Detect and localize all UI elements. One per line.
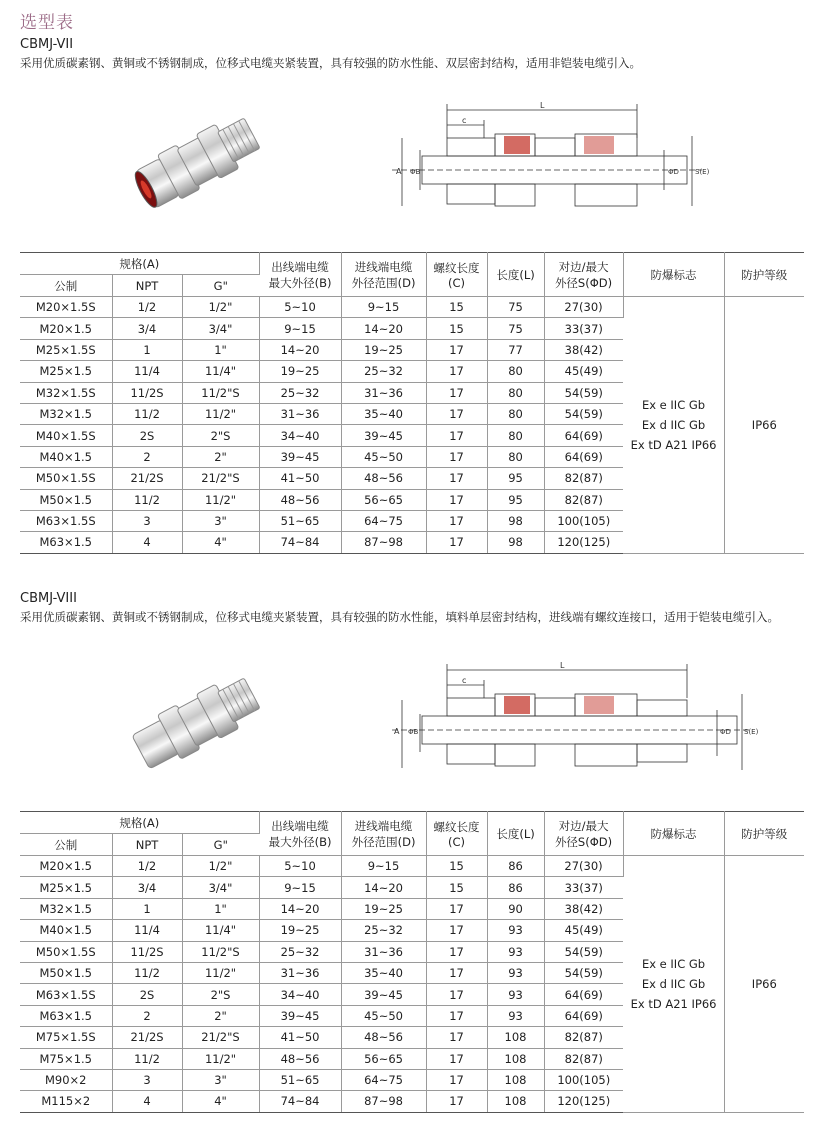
header-ex-mark: 防爆标志 xyxy=(623,253,724,297)
cell-thread-length: 17 xyxy=(426,339,487,360)
cell-in-diameter: 14~20 xyxy=(341,877,426,898)
cell-thread-length: 15 xyxy=(426,856,487,877)
cell-in-diameter: 45~50 xyxy=(341,1005,426,1026)
cell-npt: 11/2 xyxy=(112,489,182,510)
cell-metric: M40×1.5 xyxy=(20,920,112,941)
cell-g: 4" xyxy=(182,1091,259,1112)
cell-across-flats: 54(59) xyxy=(544,382,623,403)
cell-g: 3/4" xyxy=(182,318,259,339)
cell-npt: 11/4 xyxy=(112,361,182,382)
cell-across-flats: 120(125) xyxy=(544,1091,623,1112)
cell-ex-mark xyxy=(623,856,724,1113)
cell-length: 93 xyxy=(487,941,544,962)
cell-thread-length: 17 xyxy=(426,532,487,553)
table-row xyxy=(20,856,804,877)
header-in-diameter: 进线端电缆 外径范围(D) xyxy=(341,812,426,856)
cell-thread-length: 17 xyxy=(426,1005,487,1026)
spec-table-2 xyxy=(20,811,804,1113)
cell-thread-length: 17 xyxy=(426,1069,487,1090)
cell-npt: 3 xyxy=(112,510,182,531)
cell-in-diameter: 56~65 xyxy=(341,1048,426,1069)
header-g: G" xyxy=(182,275,259,297)
cell-npt: 11/2S xyxy=(112,382,182,403)
dim-label-L: L xyxy=(540,101,545,110)
cell-out-diameter: 25~32 xyxy=(259,941,341,962)
cell-metric: M63×1.5S xyxy=(20,984,112,1005)
cell-in-diameter: 48~56 xyxy=(341,468,426,489)
cell-across-flats: 100(105) xyxy=(544,1069,623,1090)
cell-length: 80 xyxy=(487,403,544,424)
description-1: 采用优质碳素钢、黄铜或不锈钢制成，位移式电缆夹紧装置，具有较强的防水性能、双层密封结构，适用非铠装电缆引入。 xyxy=(20,56,641,70)
cell-metric: M20×1.5S xyxy=(20,297,112,318)
cell-g: 1/2" xyxy=(182,297,259,318)
cell-npt: 1 xyxy=(112,339,182,360)
cell-npt: 2 xyxy=(112,1005,182,1026)
cell-thread-length: 17 xyxy=(426,382,487,403)
cell-metric: M50×1.5S xyxy=(20,941,112,962)
cell-ip-grade: IP66 xyxy=(724,856,804,1113)
cell-metric: M40×1.5S xyxy=(20,425,112,446)
cell-in-diameter: 39~45 xyxy=(341,425,426,446)
cell-length: 93 xyxy=(487,984,544,1005)
cell-across-flats: 64(69) xyxy=(544,446,623,467)
cell-in-diameter: 9~15 xyxy=(341,297,426,318)
cell-across-flats: 27(30) xyxy=(544,297,623,318)
header-out-diameter: 出线端电缆 最大外径(B) xyxy=(259,253,341,297)
cell-out-diameter: 74~84 xyxy=(259,532,341,553)
cell-in-diameter: 64~75 xyxy=(341,510,426,531)
dim-label-A: A xyxy=(396,167,402,176)
header-across-flats: 对边/最大 外径S(ΦD) xyxy=(544,253,623,297)
cell-metric: M50×1.5S xyxy=(20,468,112,489)
model-name-2: CBMJ-VIII xyxy=(20,591,77,606)
cell-metric: M20×1.5 xyxy=(20,318,112,339)
cell-length: 93 xyxy=(487,962,544,983)
description-2: 采用优质碳素钢、黄铜或不锈钢制成，位移式电缆夹紧装置，具有较强的防水性能，填料单层密封结构，进线端有螺纹连接口，适用于铠装电缆引入。 xyxy=(20,610,779,624)
dim-label-phiB-2: ΦB xyxy=(408,728,419,736)
cell-out-diameter: 5~10 xyxy=(259,297,341,318)
cell-in-diameter: 31~36 xyxy=(341,941,426,962)
cell-metric: M32×1.5S xyxy=(20,382,112,403)
cell-across-flats: 45(49) xyxy=(544,920,623,941)
ex-mark-line: Ex d IIC Gb xyxy=(641,417,706,432)
cell-length: 95 xyxy=(487,489,544,510)
cell-thread-length: 17 xyxy=(426,920,487,941)
cell-out-diameter: 5~10 xyxy=(259,856,341,877)
dim-label-phiD: ΦD xyxy=(668,168,679,176)
cell-out-diameter: 31~36 xyxy=(259,403,341,424)
model-name-1: CBMJ-VII xyxy=(20,37,74,52)
cell-length: 75 xyxy=(487,297,544,318)
cell-length: 98 xyxy=(487,510,544,531)
cell-g: 11/2" xyxy=(182,1048,259,1069)
cell-metric: M75×1.5S xyxy=(20,1027,112,1048)
ex-mark-line: Ex e IIC Gb xyxy=(641,956,706,971)
cell-in-diameter: 48~56 xyxy=(341,1027,426,1048)
cell-npt: 21/2S xyxy=(112,468,182,489)
cell-in-diameter: 45~50 xyxy=(341,446,426,467)
cell-in-diameter: 25~32 xyxy=(341,361,426,382)
cell-metric: M32×1.5 xyxy=(20,898,112,919)
cell-in-diameter: 64~75 xyxy=(341,1069,426,1090)
cell-thread-length: 17 xyxy=(426,1091,487,1112)
cell-length: 75 xyxy=(487,318,544,339)
header-across-flats: 对边/最大 外径S(ΦD) xyxy=(544,812,623,856)
product-photo-2 xyxy=(128,658,278,778)
cell-g: 1/2" xyxy=(182,856,259,877)
header-length: 长度(L) xyxy=(487,812,544,856)
cell-g: 1" xyxy=(182,339,259,360)
cell-across-flats: 82(87) xyxy=(544,489,623,510)
cell-in-diameter: 9~15 xyxy=(341,856,426,877)
cell-npt: 11/2 xyxy=(112,1048,182,1069)
cell-across-flats: 54(59) xyxy=(544,941,623,962)
dim-label-phiD-2: ΦD xyxy=(720,728,731,736)
cell-out-diameter: 34~40 xyxy=(259,425,341,446)
cell-out-diameter: 14~20 xyxy=(259,339,341,360)
cell-metric: M20×1.5 xyxy=(20,856,112,877)
cell-g: 3/4" xyxy=(182,877,259,898)
header-ip-grade: 防护等级 xyxy=(724,812,804,856)
cell-across-flats: 33(37) xyxy=(544,877,623,898)
cell-out-diameter: 14~20 xyxy=(259,898,341,919)
cell-in-diameter: 87~98 xyxy=(341,1091,426,1112)
cell-thread-length: 17 xyxy=(426,468,487,489)
cell-g: 11/2"S xyxy=(182,941,259,962)
cell-in-diameter: 31~36 xyxy=(341,382,426,403)
cell-thread-length: 17 xyxy=(426,425,487,446)
header-out-diameter: 出线端电缆 最大外径(B) xyxy=(259,812,341,856)
cell-metric: M25×1.5S xyxy=(20,339,112,360)
cell-g: 1" xyxy=(182,898,259,919)
cell-npt: 11/2 xyxy=(112,403,182,424)
cell-metric: M90×2 xyxy=(20,1069,112,1090)
dim-label-c: c xyxy=(462,116,467,125)
cell-npt: 21/2S xyxy=(112,1027,182,1048)
cell-across-flats: 64(69) xyxy=(544,1005,623,1026)
cell-out-diameter: 51~65 xyxy=(259,510,341,531)
cell-in-diameter: 87~98 xyxy=(341,532,426,553)
cell-in-diameter: 25~32 xyxy=(341,920,426,941)
cell-npt: 3/4 xyxy=(112,877,182,898)
cell-npt: 11/2S xyxy=(112,941,182,962)
cell-length: 98 xyxy=(487,532,544,553)
cell-across-flats: 82(87) xyxy=(544,1027,623,1048)
cell-npt: 3/4 xyxy=(112,318,182,339)
ex-mark-line: Ex tD A21 IP66 xyxy=(630,996,717,1011)
cell-g: 3" xyxy=(182,1069,259,1090)
cell-npt: 3 xyxy=(112,1069,182,1090)
page-title: 选型表 xyxy=(20,13,74,33)
cell-metric: M40×1.5 xyxy=(20,446,112,467)
technical-drawing-2 xyxy=(392,660,762,780)
cell-thread-length: 17 xyxy=(426,898,487,919)
cell-metric: M50×1.5 xyxy=(20,962,112,983)
cell-thread-length: 17 xyxy=(426,941,487,962)
technical-drawing-1 xyxy=(392,98,712,218)
ex-mark-line: Ex tD A21 IP66 xyxy=(630,437,717,452)
cell-across-flats: 27(30) xyxy=(544,856,623,877)
header-thread-length: 螺纹长度 (C) xyxy=(426,812,487,856)
cell-out-diameter: 19~25 xyxy=(259,361,341,382)
cell-in-diameter: 19~25 xyxy=(341,339,426,360)
cell-length: 108 xyxy=(487,1048,544,1069)
header-npt: NPT xyxy=(112,275,182,297)
cell-in-diameter: 14~20 xyxy=(341,318,426,339)
cell-across-flats: 45(49) xyxy=(544,361,623,382)
cell-thread-length: 15 xyxy=(426,877,487,898)
cell-length: 86 xyxy=(487,856,544,877)
cell-g: 2"S xyxy=(182,984,259,1005)
cell-npt: 1 xyxy=(112,898,182,919)
cell-g: 2"S xyxy=(182,425,259,446)
cell-out-diameter: 39~45 xyxy=(259,446,341,467)
cell-ex-mark xyxy=(623,297,724,554)
cell-g: 2" xyxy=(182,446,259,467)
header-metric: 公制 xyxy=(20,275,112,297)
cell-length: 86 xyxy=(487,877,544,898)
dim-label-A-2: A xyxy=(394,727,400,736)
cell-length: 93 xyxy=(487,920,544,941)
cell-thread-length: 17 xyxy=(426,984,487,1005)
cell-out-diameter: 48~56 xyxy=(259,489,341,510)
cell-across-flats: 82(87) xyxy=(544,1048,623,1069)
ex-mark-line: Ex e IIC Gb xyxy=(641,397,706,412)
dim-label-SE-2: S(E) xyxy=(744,728,759,736)
spec-table-1 xyxy=(20,252,804,554)
cell-out-diameter: 31~36 xyxy=(259,962,341,983)
cell-out-diameter: 41~50 xyxy=(259,1027,341,1048)
cell-npt: 4 xyxy=(112,1091,182,1112)
cell-thread-length: 17 xyxy=(426,403,487,424)
header-ip-grade: 防护等级 xyxy=(724,253,804,297)
cell-npt: 11/4 xyxy=(112,920,182,941)
cell-in-diameter: 19~25 xyxy=(341,898,426,919)
cell-thread-length: 15 xyxy=(426,318,487,339)
cell-length: 80 xyxy=(487,425,544,446)
header-npt: NPT xyxy=(112,834,182,856)
cell-length: 80 xyxy=(487,382,544,403)
cell-across-flats: 64(69) xyxy=(544,984,623,1005)
cell-out-diameter: 41~50 xyxy=(259,468,341,489)
cell-out-diameter: 39~45 xyxy=(259,1005,341,1026)
cell-length: 93 xyxy=(487,1005,544,1026)
cell-npt: 2S xyxy=(112,984,182,1005)
cell-npt: 1/2 xyxy=(112,297,182,318)
cell-length: 95 xyxy=(487,468,544,489)
cell-g: 21/2"S xyxy=(182,468,259,489)
cell-thread-length: 17 xyxy=(426,962,487,983)
cell-length: 108 xyxy=(487,1069,544,1090)
cell-npt: 1/2 xyxy=(112,856,182,877)
dim-label-SE: S(E) xyxy=(695,168,710,176)
cell-across-flats: 38(42) xyxy=(544,898,623,919)
cell-g: 11/4" xyxy=(182,361,259,382)
cell-g: 11/4" xyxy=(182,920,259,941)
header-in-diameter: 进线端电缆 外径范围(D) xyxy=(341,253,426,297)
cell-length: 77 xyxy=(487,339,544,360)
cell-metric: M32×1.5 xyxy=(20,403,112,424)
header-thread-length: 螺纹长度 (C) xyxy=(426,253,487,297)
cell-across-flats: 64(69) xyxy=(544,425,623,446)
cell-metric: M115×2 xyxy=(20,1091,112,1112)
cell-thread-length: 17 xyxy=(426,510,487,531)
cell-out-diameter: 19~25 xyxy=(259,920,341,941)
cell-in-diameter: 35~40 xyxy=(341,962,426,983)
cell-across-flats: 33(37) xyxy=(544,318,623,339)
cell-npt: 2 xyxy=(112,446,182,467)
cell-length: 80 xyxy=(487,446,544,467)
cell-across-flats: 54(59) xyxy=(544,962,623,983)
cell-thread-length: 15 xyxy=(426,297,487,318)
header-length: 长度(L) xyxy=(487,253,544,297)
cell-out-diameter: 9~15 xyxy=(259,318,341,339)
header-spec: 规格(A) xyxy=(20,812,259,834)
header-ex-mark: 防爆标志 xyxy=(623,812,724,856)
cell-across-flats: 120(125) xyxy=(544,532,623,553)
cell-metric: M63×1.5 xyxy=(20,532,112,553)
cell-ip-grade: IP66 xyxy=(724,297,804,554)
cell-g: 2" xyxy=(182,1005,259,1026)
cell-across-flats: 100(105) xyxy=(544,510,623,531)
cell-out-diameter: 25~32 xyxy=(259,382,341,403)
cell-in-diameter: 39~45 xyxy=(341,984,426,1005)
cell-thread-length: 17 xyxy=(426,1027,487,1048)
cell-thread-length: 17 xyxy=(426,446,487,467)
cell-thread-length: 17 xyxy=(426,1048,487,1069)
cell-g: 11/2" xyxy=(182,962,259,983)
cell-across-flats: 38(42) xyxy=(544,339,623,360)
cell-out-diameter: 9~15 xyxy=(259,877,341,898)
cell-npt: 11/2 xyxy=(112,962,182,983)
cell-length: 108 xyxy=(487,1027,544,1048)
cell-metric: M63×1.5S xyxy=(20,510,112,531)
product-photo-1 xyxy=(128,98,278,218)
cell-thread-length: 17 xyxy=(426,489,487,510)
cell-npt: 2S xyxy=(112,425,182,446)
cell-g: 11/2"S xyxy=(182,382,259,403)
header-g: G" xyxy=(182,834,259,856)
cell-out-diameter: 51~65 xyxy=(259,1069,341,1090)
cell-metric: M50×1.5 xyxy=(20,489,112,510)
cell-thread-length: 17 xyxy=(426,361,487,382)
header-metric: 公制 xyxy=(20,834,112,856)
cell-across-flats: 54(59) xyxy=(544,403,623,424)
dim-label-L-2: L xyxy=(560,661,565,670)
cell-g: 11/2" xyxy=(182,489,259,510)
cell-out-diameter: 74~84 xyxy=(259,1091,341,1112)
cell-npt: 4 xyxy=(112,532,182,553)
cell-out-diameter: 48~56 xyxy=(259,1048,341,1069)
cell-g: 4" xyxy=(182,532,259,553)
dim-label-c-2: c xyxy=(462,676,467,685)
cell-in-diameter: 35~40 xyxy=(341,403,426,424)
cell-g: 11/2" xyxy=(182,403,259,424)
table-row xyxy=(20,297,804,318)
cell-length: 80 xyxy=(487,361,544,382)
cell-length: 90 xyxy=(487,898,544,919)
dim-label-phiB: ΦB xyxy=(410,168,421,176)
cell-metric: M63×1.5 xyxy=(20,1005,112,1026)
cell-across-flats: 82(87) xyxy=(544,468,623,489)
cell-metric: M75×1.5 xyxy=(20,1048,112,1069)
cell-length: 108 xyxy=(487,1091,544,1112)
cell-in-diameter: 56~65 xyxy=(341,489,426,510)
header-spec: 规格(A) xyxy=(20,253,259,275)
cell-g: 21/2"S xyxy=(182,1027,259,1048)
cell-g: 3" xyxy=(182,510,259,531)
cell-metric: M25×1.5 xyxy=(20,361,112,382)
cell-metric: M25×1.5 xyxy=(20,877,112,898)
cell-out-diameter: 34~40 xyxy=(259,984,341,1005)
ex-mark-line: Ex d IIC Gb xyxy=(641,976,706,991)
